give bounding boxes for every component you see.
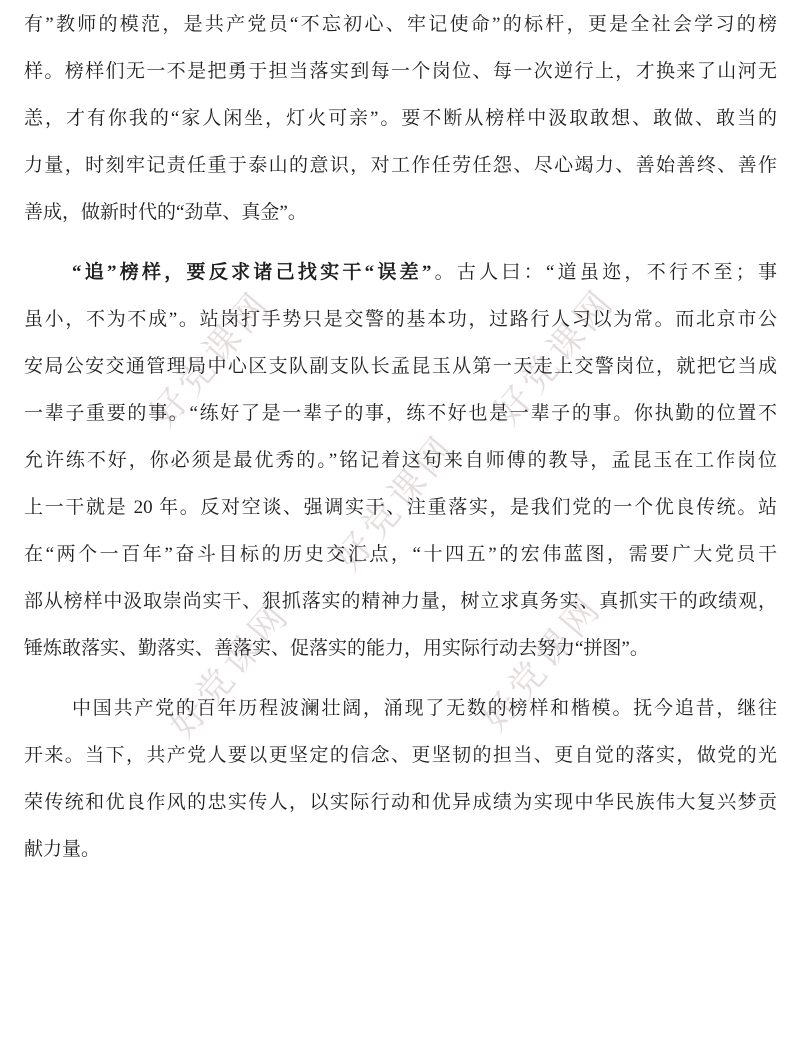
text-line: 恙，才有你我的“家人闲坐，灯火可亲”。要不断从榜样中汲取敢想、敢做、敢当的 (24, 108, 777, 129)
text-line: 允许练不好，你必须是最优秀的。”铭记着这句来自师傅的教导，孟昆玉在工作岗位 (24, 450, 777, 471)
text-line: 部从榜样中汲取崇尚实干、狠抓落实的精神力量，树立求真务实、真抓实干的政绩观， (24, 591, 777, 612)
text-line: 安局公安交通管理局中心区支队副支队长孟昆玉从第一天走上交警岗位，就把它当成 (24, 356, 777, 377)
bold-lead-sentence: “追”榜样，要反求诸己找实干“误差” (72, 262, 432, 283)
text-line (24, 249, 777, 296)
text-line: 虽小，不为不成”。站岗打手势只是交警的基本功，过路行人习以为常。而北京市公 (24, 309, 777, 330)
text-line: 上一干就是 20 年。反对空谈、强调实干、注重落实，是我们党的一个优良传统。站 (24, 497, 777, 518)
text-line: 一辈子重要的事。“练好了是一辈子的事，练不好也是一辈子的事。你执勤的位置不 (24, 403, 777, 424)
watermark-text: 好党课网 (486, 280, 623, 433)
text-line: 有”教师的模范，是共产党员“不忘初心、牢记使命”的标杆，更是全社会学习的榜 (24, 14, 777, 35)
watermark-text: 好党课网 (327, 426, 464, 579)
text-line: 在“两个一百年”奋斗目标的历史交汇点，“十四五”的宏伟蓝图，需要广大党员干 (24, 544, 777, 565)
text-line: 样。榜样们无一不是把勇于担当落实到每一个岗位、每一次逆行上，才换来了山河无 (24, 61, 777, 82)
text-line: 善成，做新时代的“劲草、真金”。 (24, 202, 307, 223)
text-line: 锤炼敢落实、勤落实、善落实、促落实的能力，用实际行动去努力“拼图”。 (24, 638, 649, 659)
text-line: 荣传统和优良作风的忠实传人，以实际行动和优异成绩为实现中华民族伟大复兴梦贡 (24, 792, 777, 813)
watermark-text: 好党课网 (473, 586, 610, 739)
paragraph-3 (24, 685, 777, 873)
text-line: 力量，时刻牢记责任重于泰山的意识，对工作任劳任怨、尽心竭力、善始善终、善作 (24, 155, 777, 176)
paragraph-1 (24, 1, 777, 236)
watermark-text: 好党课网 (142, 282, 279, 435)
line-text: 。古人曰：“道虽迩，不行不至；事 (431, 262, 777, 283)
text-line: 中国共产党的百年历程波澜壮阔，涌现了无数的榜样和楷模。抚今追昔，继往 (72, 698, 777, 719)
paragraph-2 (24, 249, 777, 672)
text-line: 开来。当下，共产党人要以更坚定的信念、更坚韧的担当、更自觉的落实，做党的光 (24, 745, 777, 766)
watermark-text: 好党课网 (161, 593, 298, 746)
text-line: 献力量。 (24, 839, 101, 860)
